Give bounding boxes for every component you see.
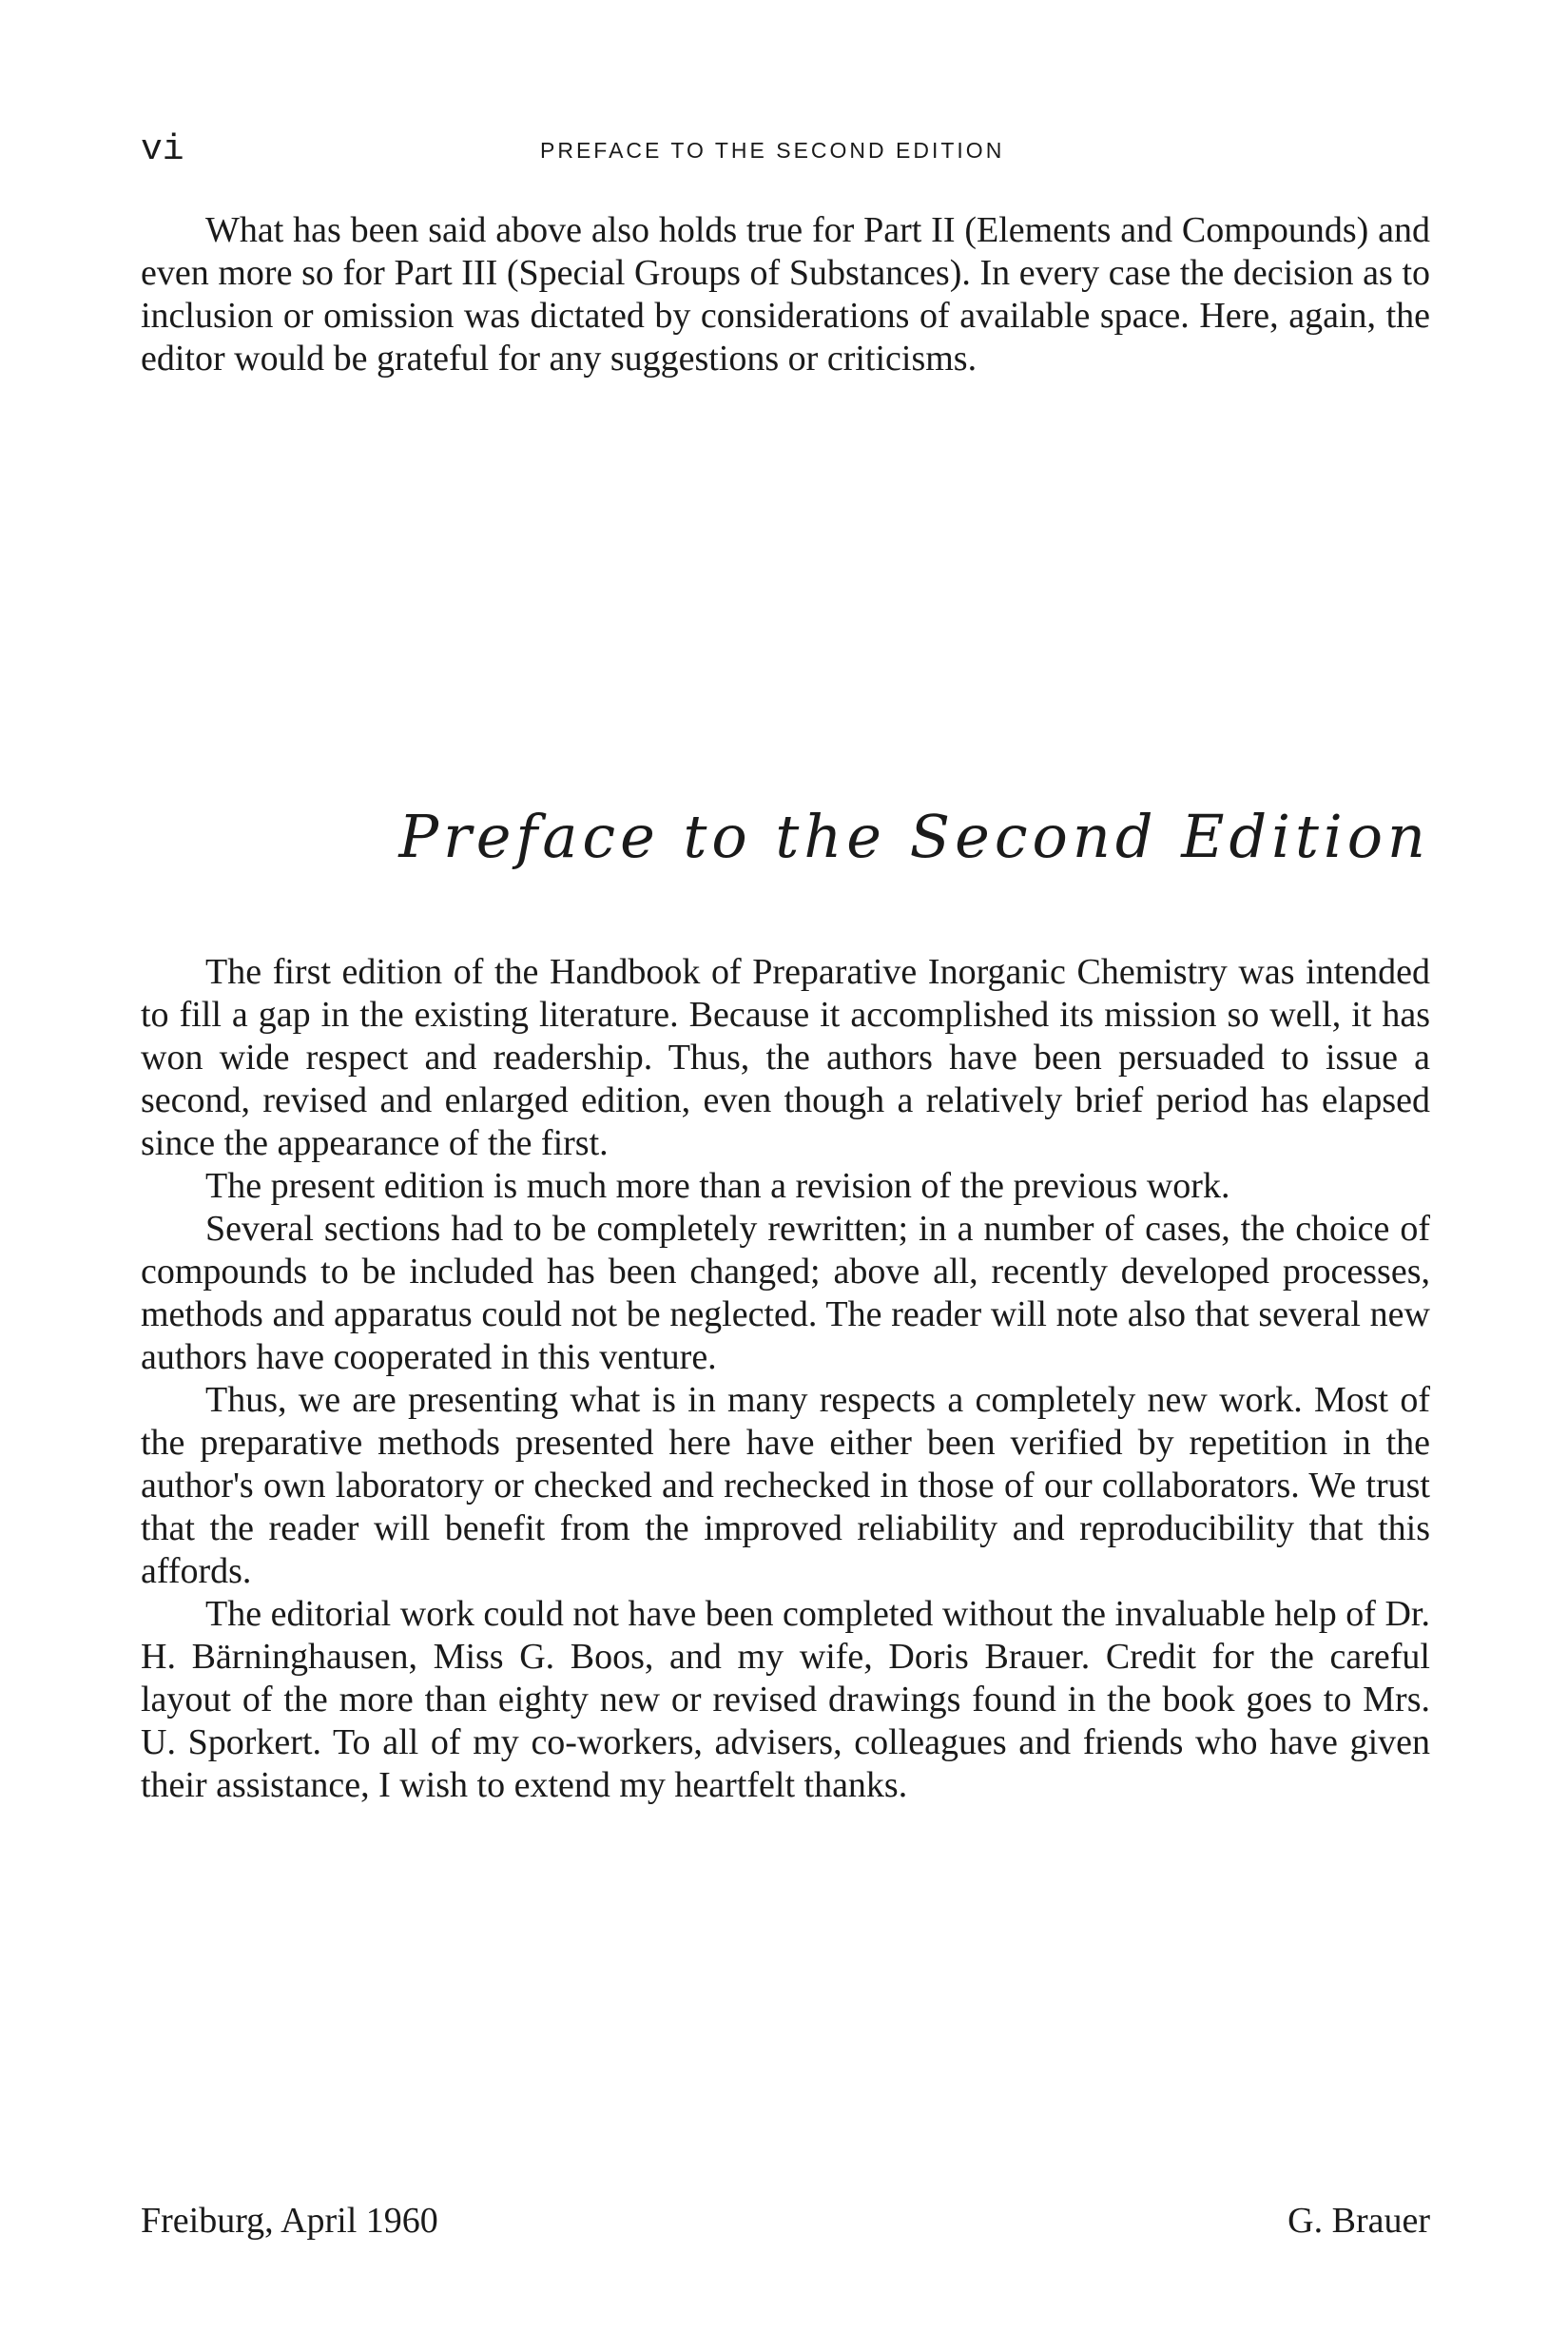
paragraph: Several sections had to be completely rewritten; in a number of cases, the choice of compounds to be included has been changed; above all, recently developed processes, methods and apparatus could not be neglected. The reader will note also that several new authors have cooperated in this venture. xyxy=(141,1209,1430,1377)
paragraph: The first edition of the Handbook of Preparative Inorganic Chemistry was intended to fill a gap in the existing literature. Because it accomplished its mission so well, it has won wide respect and readership. Thus, the authors have been persuaded to issue a second, revised and enlarged edition, even though a relatively brief period has elapsed since the appearance of the first. xyxy=(141,952,1430,1163)
paragraph: The editorial work could not have been completed without the invaluable help of Dr. H. Bärninghausen, Miss G. Boos, and my wife, Doris Brauer. Credit for the careful layout of the more than eighty new or revised drawings found in the book goes to Mrs. U. Sporkert. To all of my co-workers, advisers, colleagues and friends who have given their assistance, I wish to extend my heartfelt thanks. xyxy=(141,1594,1430,1805)
signature-line xyxy=(141,2197,1430,2244)
paragraph: What has been said above also holds true for Part II (Elements and Compounds) and even more so for Part III (Special Groups of Substances). In every case the decision as to inclusion or omission was dictated by considerations of available space. Here, again, the editor would be grateful for any suggestions or criticisms. xyxy=(141,210,1430,379)
place-date: Freiburg, April 1960 xyxy=(141,2201,438,2241)
page-number: vi xyxy=(141,129,184,170)
continued-text xyxy=(141,209,1430,380)
preface-body xyxy=(141,951,1430,1807)
paragraph: Thus, we are presenting what is in many respects a completely new work. Most of the preparative methods presented here have either been verified by repetition in the author's own laboratory or checked and rechecked in those of our collaborators. We trust that the reader will benefit from the improved reliability and reproducibility that this affords. xyxy=(141,1380,1430,1591)
author-name: G. Brauer xyxy=(1287,2201,1430,2241)
section-heading: Preface to the Second Edition xyxy=(398,802,1430,871)
paragraph: The present edition is much more than a revision of the previous work. xyxy=(205,1166,1230,1206)
page-header xyxy=(141,131,1430,169)
running-head: PREFACE TO THE SECOND EDITION xyxy=(540,138,1005,163)
